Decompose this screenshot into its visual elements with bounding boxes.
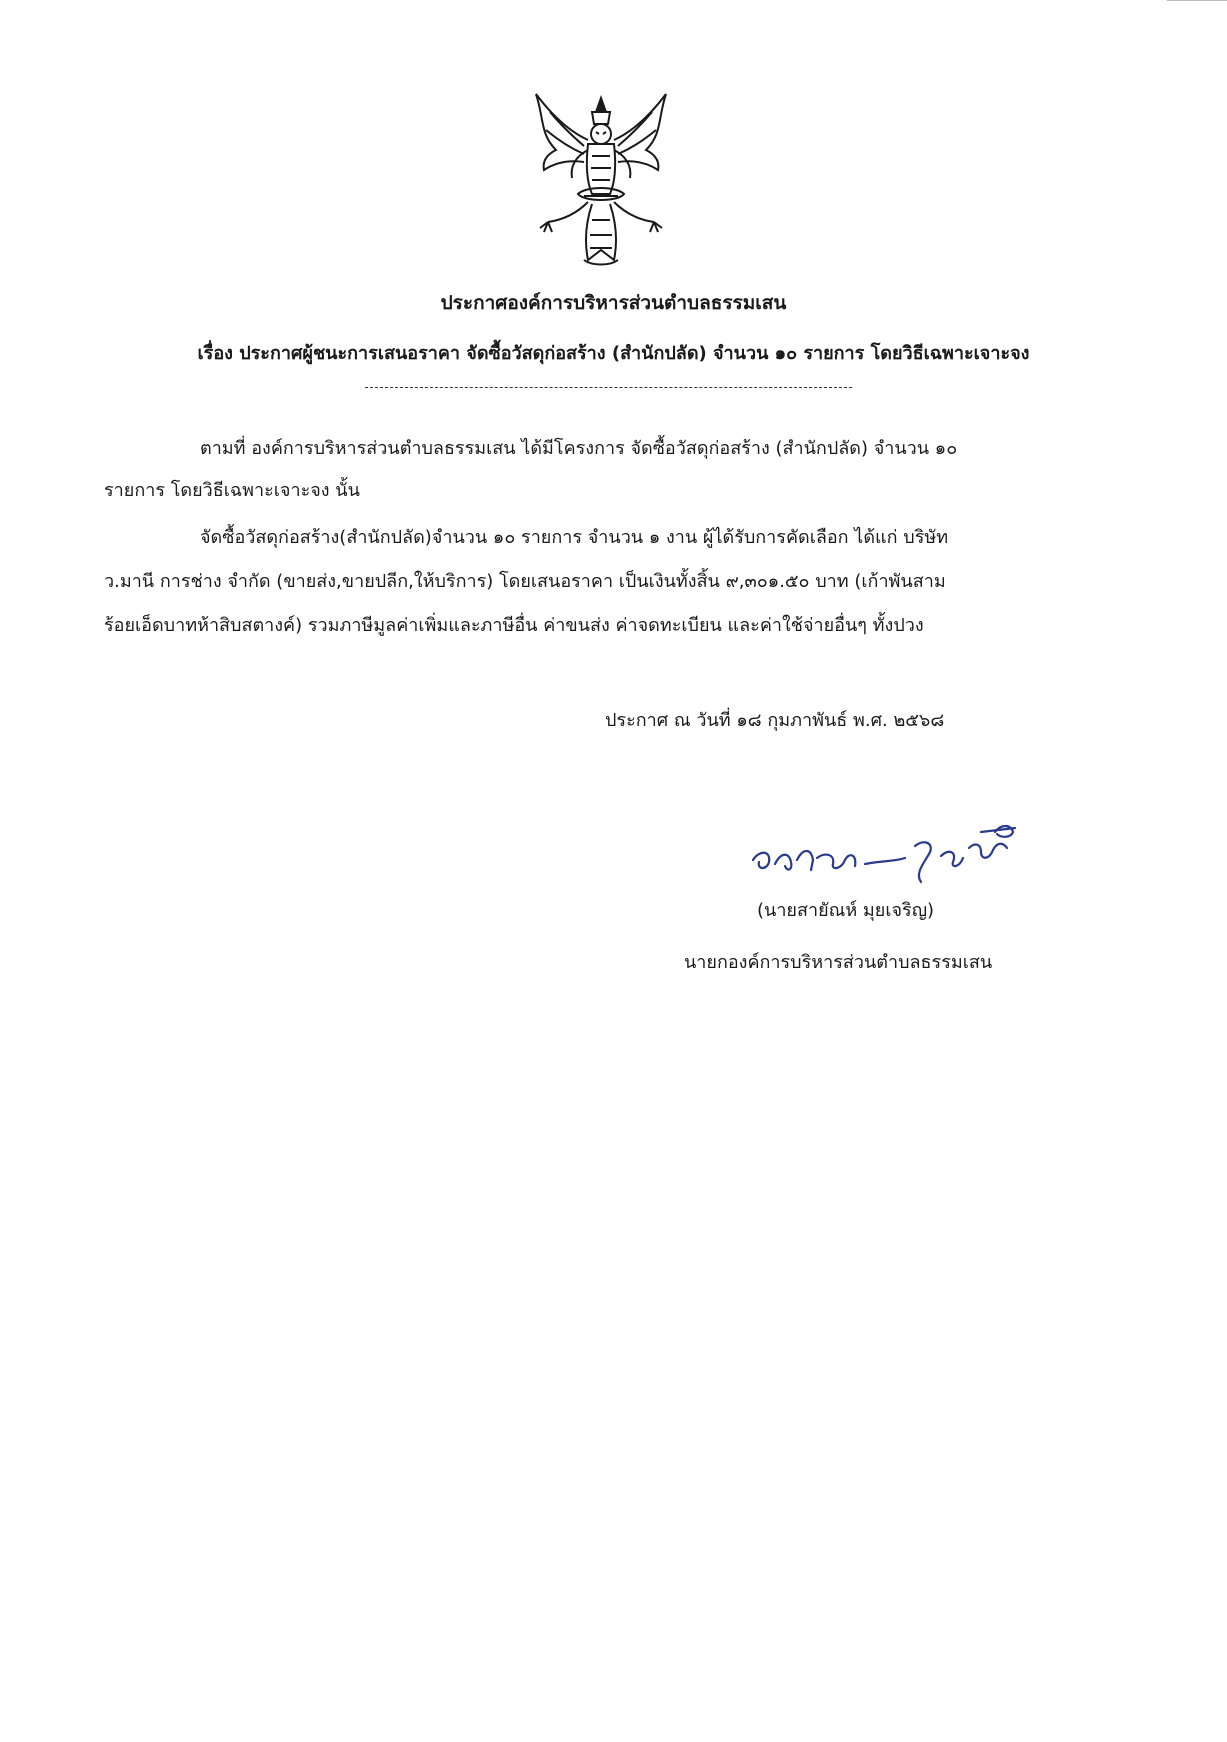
paragraph2-line3: ร้อยเอ็ดบาทห้าสิบสตางค์) รวมภาษีมูลค่าเพิ่มและภาษีอื่น ค่าขนส่ง ค่าจดทะเบียน และค่าใช้จ่ายอื่นๆ ทั้งปวง	[104, 615, 924, 636]
paragraph2-line1: จัดซื้อวัสดุก่อสร้าง(สำนักปลัด)จำนวน ๑๐ รายการ จำนวน ๑ งาน ผู้ได้รับการคัดเลือก ได้แก่ บริษัท	[200, 527, 949, 548]
garuda-emblem-icon	[526, 90, 676, 270]
divider	[365, 387, 852, 388]
announcement-date: ประกาศ ณ วันที่ ๑๘ กุมภาพันธ์ พ.ศ. ๒๕๖๘	[605, 710, 945, 731]
handwritten-signature-icon	[745, 808, 1035, 888]
signer-position: นายกองค์การบริหารส่วนตำบลธรรมเสน	[684, 952, 993, 973]
scan-edge-mark	[1167, 0, 1227, 1]
paragraph1-line2: รายการ โดยวิธีเฉพาะเจาะจง นั้น	[104, 480, 360, 501]
paragraph1-line1: ตามที่ องค์การบริหารส่วนตำบลธรรมเสน ได้มีโครงการ จัดซื้อวัสดุก่อสร้าง (สำนักปลัด) จำนวน ๑๐	[200, 438, 958, 459]
announcement-title: ประกาศองค์การบริหารส่วนตำบลธรรมเสน	[440, 292, 787, 314]
announcement-subject: เรื่อง ประกาศผู้ชนะการเสนอราคา จัดซื้อวัสดุก่อสร้าง (สำนักปลัด) จำนวน ๑๐ รายการ โดยวิธีเฉพาะเจาะจง	[197, 343, 1030, 364]
signer-name: (นายสายัณห์ มุยเจริญ)	[757, 900, 935, 921]
paragraph2-line2: ว.มานี การช่าง จำกัด (ขายส่ง,ขายปลีก,ให้บริการ) โดยเสนอราคา เป็นเงินทั้งสิ้น ๙,๓๐๑.๕๐ บาท (เก้าพันสาม	[104, 571, 946, 592]
